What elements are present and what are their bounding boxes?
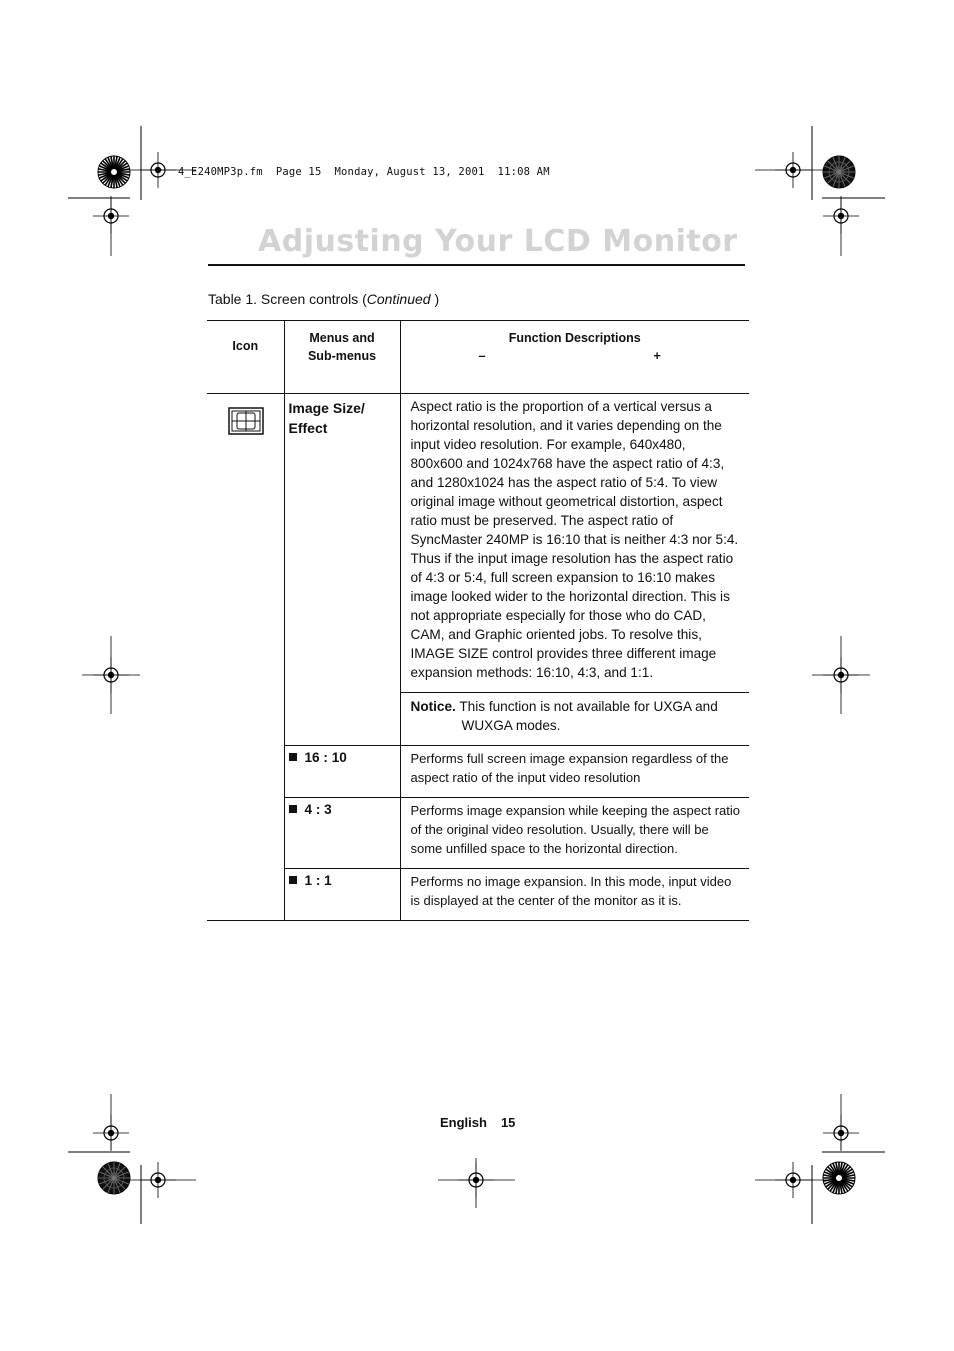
header-menus-line1: Menus and <box>309 331 375 345</box>
submenu-4-3: 4 : 3 <box>284 798 400 869</box>
header-menus <box>284 321 400 394</box>
notice-text-line1: This function is not available for UXGA and <box>459 699 718 714</box>
file-header: 4_E240MP3p.fm Page 15 Monday, August 13, 2001 11:08 AM <box>178 166 550 178</box>
header-function <box>400 321 749 394</box>
submenu-1-1: 1 : 1 <box>284 869 400 921</box>
description-4-3: Performs image expansion while keeping the aspect ratio of the original video resolution. Usually, there will be some unfilled space to the horizontal direction. <box>400 798 749 869</box>
table-row-4-3 <box>207 798 749 869</box>
menu-label-line1: Image Size/ <box>288 400 365 416</box>
header-icon: Icon <box>207 321 284 394</box>
description-16-10: Performs full screen image expansion regardless of the aspect ratio of the input video resolution <box>400 746 749 798</box>
caption-continued: Continued <box>366 291 431 307</box>
submenu-16-10: 16 : 10 <box>284 746 400 798</box>
header-menus-line2: Sub-menus <box>307 349 377 363</box>
header-minus: – <box>478 349 486 363</box>
description-1-1: Performs no image expansion. In this mode, input video is displayed at the center of the monitor as it is. <box>400 869 749 921</box>
table-row-image-size <box>207 394 749 693</box>
bullet-icon <box>289 805 297 813</box>
bullet-icon <box>289 876 297 884</box>
page-number: 15 <box>500 1115 516 1130</box>
table-header-row <box>207 321 749 394</box>
table-row-1-1 <box>207 869 749 921</box>
header-plus: + <box>653 349 661 363</box>
screen-controls-table <box>207 320 749 921</box>
table-row-16-10 <box>207 746 749 798</box>
notice-cell <box>400 693 749 746</box>
icon-cell <box>207 394 284 921</box>
footer-language: English <box>440 1115 487 1130</box>
description-image-size: Aspect ratio is the proportion of a vertical versus a horizontal resolution, and it varies depending on the input video resolution. For example, 640x480, 800x600 and 1024x768 have the aspect ratio of 4:3, and 1280x1024 has the aspect ratio of 5:4. To view original image without geometrical distortion, aspect ratio must be preserved. The aspect ratio of SyncMaster 240MP is 16:10 that is neither 4:3 nor 5:4. Thus if the input image resolution has the aspect ratio of 4:3 or 5:4, full screen expansion to 16:10 makes image looked wider to the horizontal direction. This is not appropriate especially for those who do CAD, CAM, and Graphic oriented jobs. To resolve this, IMAGE SIZE control provides three different image expansion methods: 16:10, 4:3, and 1:1. <box>410 399 739 680</box>
notice-text-line2: WUXGA modes. <box>461 718 561 733</box>
menu-label-line2: Effect <box>288 420 328 436</box>
page-title: Adjusting Your LCD Monitor <box>258 224 738 259</box>
menu-image-size <box>284 394 400 746</box>
page-footer <box>440 1115 515 1130</box>
header-function-label: Function Descriptions <box>508 331 641 345</box>
notice-label: Notice. <box>410 699 456 714</box>
title-rule <box>208 264 745 266</box>
bullet-icon <box>289 753 297 761</box>
table-caption: Table 1. Screen controls (Continued ) <box>208 291 440 307</box>
image-size-icon <box>228 407 264 435</box>
